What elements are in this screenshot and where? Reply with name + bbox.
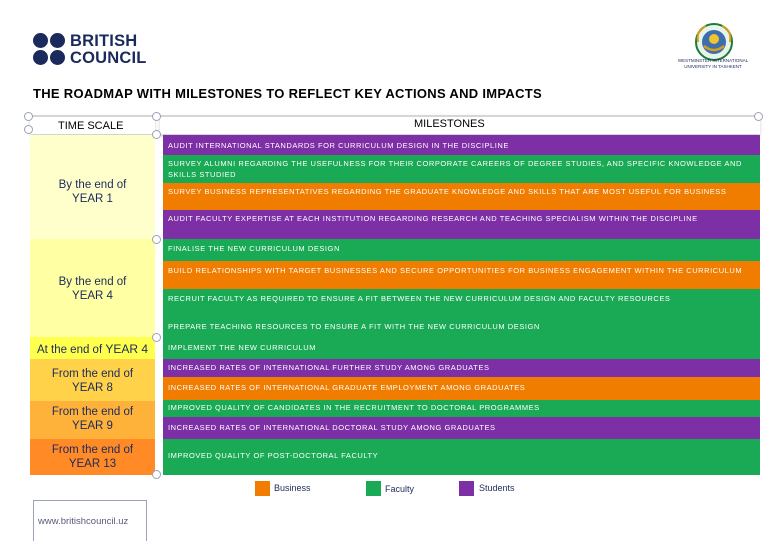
connector-circle [152, 470, 161, 479]
milestone-text: SURVEY BUSINESS REPRESENTATIVES REGARDING THE GRADUATE KNOWLEDGE AND SKILLS THAT ARE MOST USEFUL FOR BUSINESS [168, 187, 727, 196]
milestone-text: INCREASED RATES OF INTERNATIONAL DOCTORAL STUDY AMONG GRADUATES [168, 423, 496, 432]
time-cell-year: YEAR 13 [68, 458, 117, 470]
milestone-row [163, 155, 760, 183]
time-cell [30, 337, 155, 359]
logo-line-2: COUNCIL [70, 48, 147, 67]
milestones-header [160, 115, 760, 134]
milestone-row [163, 183, 760, 210]
milestone-text: BUILD RELATIONSHIPS WITH TARGET BUSINESSES AND SECURE OPPORTUNITIES FOR BUSINESS ENGAGEMENT WITHIN THE CURRICULUM [168, 266, 743, 275]
connector-circle [152, 235, 161, 244]
milestone-text: INCREASED RATES OF INTERNATIONAL FURTHER STUDY AMONG GRADUATES [168, 363, 490, 372]
milestone-row [163, 417, 760, 439]
time-cell-year: YEAR 9 [72, 420, 113, 432]
milestone-row [163, 400, 760, 417]
time-cell-prefix: At the end of [36, 344, 103, 356]
time-cell [30, 239, 155, 337]
milestone-row [163, 135, 760, 155]
milestone-row [163, 359, 760, 377]
legend-swatch-students [459, 481, 474, 496]
time-cell-prefix: From the end of [51, 368, 134, 380]
time-cell [30, 439, 155, 475]
time-cell-year: YEAR 1 [72, 193, 113, 205]
milestone-text: INCREASED RATES OF INTERNATIONAL GRADUATE EMPLOYMENT AMONG GRADUATES [168, 383, 526, 392]
milestone-text: FINALISE THE NEW CURRICULUM DESIGN [168, 244, 340, 253]
logo-text [70, 33, 147, 66]
time-cell-prefix: From the end of [51, 444, 134, 456]
milestone-row [163, 377, 760, 400]
milestone-text: IMPROVED QUALITY OF POST-DOCTORAL FACULTY [168, 451, 379, 460]
connector-circle [24, 112, 33, 121]
footer-url: www.britishcouncil.uz [38, 516, 129, 527]
time-cell-prefix: By the end of [58, 179, 127, 191]
milestone-row [163, 210, 760, 239]
milestone-text: PREPARE TEACHING RESOURCES TO ENSURE A FIT WITH THE NEW CURRICULUM DESIGN [168, 322, 540, 331]
time-cell-prefix: By the end of [58, 276, 127, 288]
connector-circle [24, 125, 33, 134]
connector-circle [152, 130, 161, 139]
connector-circle [754, 112, 763, 121]
connector-circle [152, 112, 161, 121]
time-cell-year: YEAR 4 [105, 342, 149, 356]
milestone-text: IMPLEMENT THE NEW CURRICULUM [168, 343, 317, 352]
british-council-logo [33, 33, 163, 67]
milestone-text: SURVEY ALUMNI REGARDING THE USEFULNESS FOR THEIR CORPORATE CAREERS OF DEGREE STUDIES, AND SPECIFIC KNOWLEDGE AND SKILLS STUDIED [168, 159, 742, 179]
milestone-text: AUDIT INTERNATIONAL STANDARDS FOR CURRICULUM DESIGN IN THE DISCIPLINE [168, 141, 509, 150]
time-cell-year: YEAR 4 [72, 290, 113, 302]
milestone-row [163, 317, 760, 337]
logo-line-1: BRITISH [70, 32, 138, 50]
milestone-row [163, 337, 760, 359]
time-scale-header [30, 115, 155, 134]
milestone-row [163, 261, 760, 289]
milestone-row [163, 289, 760, 317]
time-cell-year: YEAR 8 [72, 382, 113, 394]
legend-swatch-faculty [366, 481, 381, 496]
milestone-row [163, 439, 760, 475]
milestone-text: RECRUIT FACULTY AS REQUIRED TO ENSURE A FIT BETWEEN THE NEW CURRICULUM DESIGN AND FACULTY RESOURCES [168, 294, 671, 303]
connector-circle [152, 333, 161, 342]
time-cell [30, 135, 155, 239]
legend-swatch-business [255, 481, 270, 496]
milestone-text: AUDIT FACULTY EXPERTISE AT EACH INSTITUTION REGARDING RESEARCH AND TEACHING SPECIALISM WITHIN THE DISCIPLINE [168, 214, 698, 223]
legend-label-faculty: Faculty [385, 484, 415, 494]
legend-label-students: Students [479, 483, 515, 493]
milestone-row [163, 239, 760, 261]
logo-dots-icon [33, 33, 67, 67]
page-title: THE ROADMAP WITH MILESTONES TO REFLECT KEY ACTIONS AND IMPACTS [33, 86, 543, 101]
time-cell [30, 359, 155, 401]
milestones-label: MILESTONES [414, 118, 485, 130]
milestone-text: IMPROVED QUALITY OF CANDIDATES IN THE RECRUITMENT TO DOCTORAL PROGRAMMES [168, 403, 540, 412]
time-cell [30, 401, 155, 439]
time-cell-prefix: From the end of [51, 406, 134, 418]
time-scale-label: TIME SCALE [58, 120, 124, 132]
legend-label-business: Business [274, 483, 311, 493]
university-name: WESTMINSTER INTERNATIONAL UNIVERSITY IN TASHKENT [677, 58, 749, 69]
